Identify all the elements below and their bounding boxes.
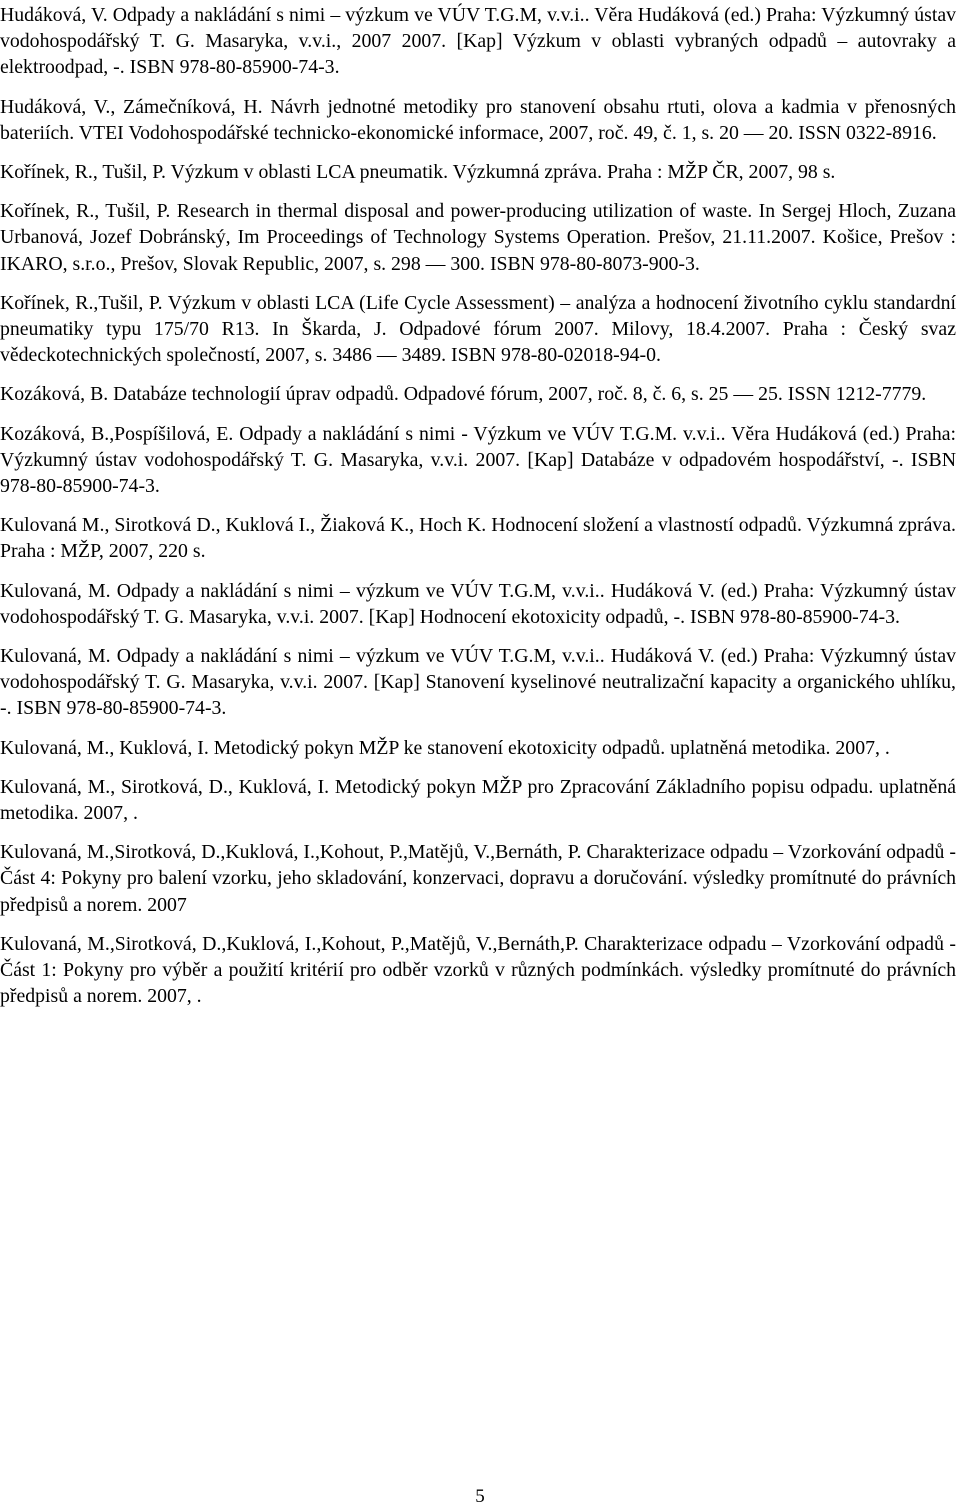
reference-entry: Kulovaná, M.,Sirotková, D.,Kuklová, I.,Kohout, P.,Matějů, V.,Bernáth, P. Charakterizace odpadu – Vzorkování odpadů - Část 4: Pokyny pro balení vzorku, jeho skladování, konzervaci, dopravu a doručování. výsledky promítnuté do právních předpisů a norem. 2007: [0, 841, 956, 916]
reference-entry: Kulovaná, M., Kuklová, I. Metodický pokyn MŽP ke stanovení ekotoxicity odpadů. uplatněná metodika. 2007, .: [0, 736, 890, 759]
reference-entry: Kořínek, R., Tušil, P. Research in thermal disposal and power-producing utilization of waste. In Sergej Hloch, Zuzana Urbanová, Jozef Dobránský, Im Proceedings of Technology Systems Operation. Prešov, 21.11.2007. Košice, Prešov : IKARO, s.r.o., Prešov, Slovak Republic, 2007, s. 298 — 300. ISBN 978-80-8073-900-3.: [0, 200, 956, 275]
reference-entry: Kulovaná M., Sirotková D., Kuklová I., Žiaková K., Hoch K. Hodnocení složení a vlastností odpadů. Výzkumná zpráva. Praha : MŽP, 2007, 220 s.: [0, 514, 956, 563]
reference-entry: Kulovaná, M.,Sirotková, D.,Kuklová, I.,Kohout, P.,Matějů, V.,Bernáth,P. Charakterizace odpadu – Vzorkování odpadů - Část 1: Pokyny pro výběr a použití kritérií pro odběr vzorků v různých podmínkách. výsledky promítnuté do právních předpisů a norem. 2007, .: [0, 932, 956, 1008]
reference-entry: Kořínek, R., Tušil, P. Výzkum v oblasti LCA pneumatik. Výzkumná zpráva. Praha : MŽP ČR, 2007, 98 s.: [0, 161, 836, 184]
reference-entry: Hudáková, V. Odpady a nakládání s nimi – výzkum ve VÚV T.G.M, v.v.i.. Věra Hudáková (ed.) Praha: Výzkumný ústav vodohospodářský T. G. Masaryka, v.v.i., 2007 2007. [Kap] Výzkum v oblasti vybraných odpadů – autovraky a elektroodpad, -. ISBN 978-80-85900-74-3.: [0, 4, 956, 79]
reference-entry: Kulovaná, M. Odpady a nakládání s nimi – výzkum ve VÚV T.G.M, v.v.i.. Hudáková V. (ed.) Praha: Výzkumný ústav vodohospodářský T. G. Masaryka, v.v.i. 2007. [Kap] Stanovení kyselinové neutralizační kapacity a organického uhlíku, -. ISBN 978-80-85900-74-3.: [0, 645, 956, 720]
reference-entry: Hudáková, V., Zámečníková, H. Návrh jednotné metodiky pro stanovení obsahu rtuti, olova a kadmia v přenosných bateriích. VTEI Vodohospodářské technicko-ekonomické informace, 2007, roč. 49, č. 1, s. 20 — 20. ISSN 0322-8916.: [0, 95, 956, 144]
reference-entry: Kulovaná, M. Odpady a nakládání s nimi – výzkum ve VÚV T.G.M, v.v.i.. Hudáková V. (ed.) Praha: Výzkumný ústav vodohospodářský T. G. Masaryka, v.v.i. 2007. [Kap] Hodnocení ekotoxicity odpadů, -. ISBN 978-80-85900-74-3.: [0, 579, 956, 628]
reference-entry: Kulovaná, M., Sirotková, D., Kuklová, I. Metodický pokyn MŽP pro Zpracování Základního popisu odpadu. uplatněná metodika. 2007, .: [0, 775, 956, 825]
page-number: 5: [475, 1486, 485, 1507]
reference-entry: Kozáková, B. Databáze technologií úprav odpadů. Odpadové fórum, 2007, roč. 8, č. 6, s. 25 — 25. ISSN 1212-7779.: [0, 383, 927, 406]
reference-entry: Kozáková, B.,Pospíšilová, E. Odpady a nakládání s nimi - Výzkum ve VÚV T.G.M. v.v.i.. Věra Hudáková (ed.) Praha: Výzkumný ústav vodohospodářský T. G. Masaryka, v.v.i. 2007. [Kap] Databáze v odpadovém hospodářství, -. ISBN 978-80-85900-74-3.: [0, 422, 956, 498]
reference-entry: Kořínek, R.,Tušil, P. Výzkum v oblasti LCA (Life Cycle Assessment) – analýza a hodnocení životního cyklu standardní pneumatiky typu 175/70 R13. In Škarda, J. Odpadové fórum 2007. Milovy, 18.4.2007. Praha : Český svaz vědeckotechnických společností, 2007, s. 3486 — 3489. ISBN 978-80-02018-94-0.: [0, 291, 956, 367]
